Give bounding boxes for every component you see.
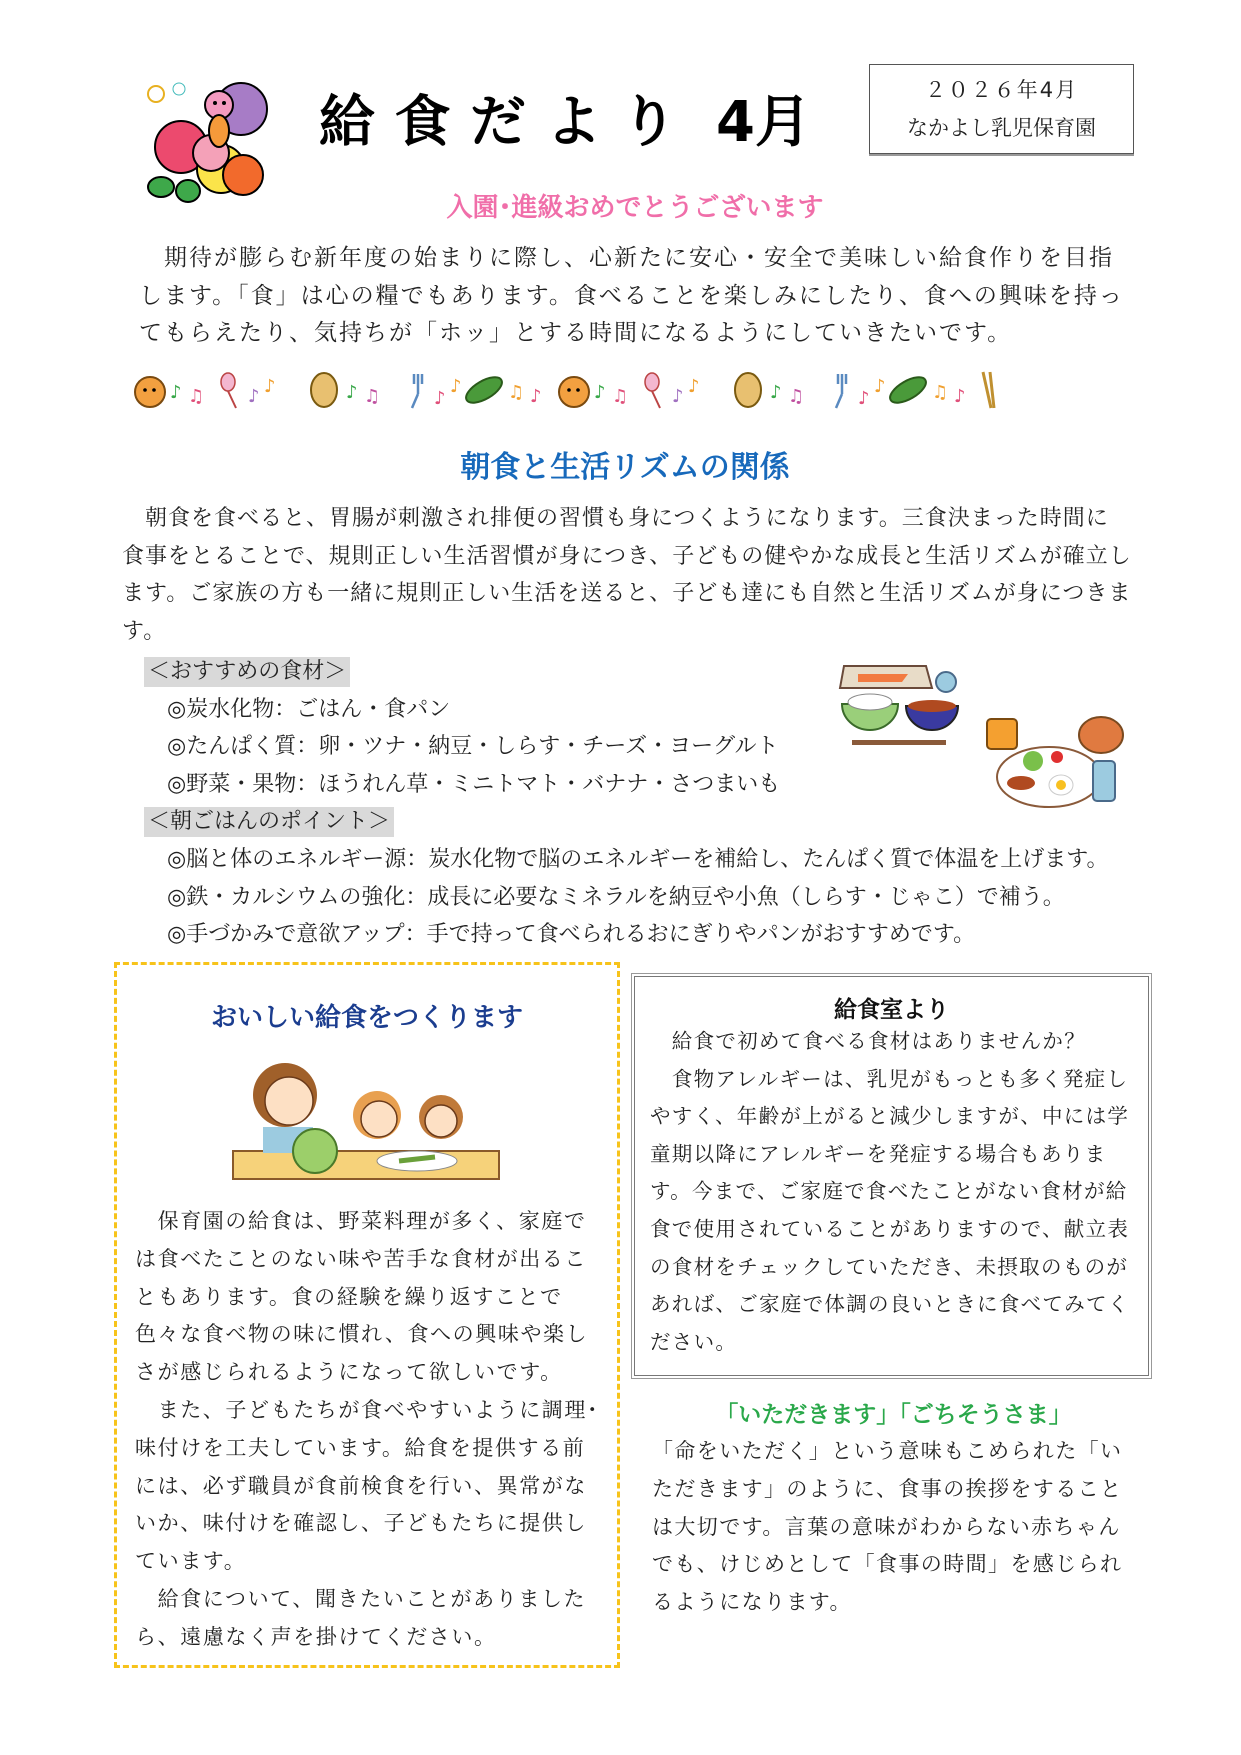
text-line: やすく、年齢が上がると減少しますが、中には学 xyxy=(650,1104,1130,1129)
text-line: します。「食」は心の糧でもあります。食べることを楽しみにしたり、食への興味を持っ xyxy=(139,282,1124,309)
text-line: 給食について、聞きたいことがありました xyxy=(135,1586,587,1611)
text-line: 童期以降にアレルギーを発症する場合もありま xyxy=(650,1141,1107,1166)
delicious-lunch-text xyxy=(135,1203,599,1657)
list-item: ◎手づかみで意欲アップ：手で持って食べられるおにぎりやパンがおすすめです。 xyxy=(167,922,976,948)
greeting-heading: 「いただきます」「ごちそうさま」 xyxy=(715,1402,1072,1428)
text-line: 食事をとることで、規則正しい生活習慣が身につき、子どもの健やかな成長と生活リズムが確立し xyxy=(122,543,1132,569)
text-line: は食べたことのない味や苦手な食材が出るこ xyxy=(135,1246,587,1271)
delicious-lunch-box xyxy=(114,962,620,1668)
nursery-name: なかよし乳児保育園 xyxy=(907,116,1096,140)
delicious-lunch-heading: おいしい給食をつくります xyxy=(210,1003,523,1033)
svg-text:♫: ♫ xyxy=(364,386,381,407)
breakfast-lists xyxy=(144,653,1108,954)
western-breakfast-illustration xyxy=(985,715,1127,813)
list-item: ◎たんぱく質：卵・ツナ・納豆・しらす・チーズ・ヨーグルト xyxy=(167,734,779,760)
children-cooking-illustration xyxy=(227,1055,507,1187)
text-line: は大切です。言葉の意味がわからない赤ちゃん xyxy=(652,1514,1121,1539)
text-line: 色々な食べ物の味に慣れ、食への興味や楽し xyxy=(135,1322,589,1347)
text-line: 食で使用されていることがありますので、献立表 xyxy=(650,1216,1130,1241)
text-line: ともあります。食の経験を繰り返すことで xyxy=(135,1284,563,1309)
text-line: 期待が膨らむ新年度の始まりに際し、心新たに安心・安全で美味しい給食作りを目指 xyxy=(139,245,1114,271)
text-line: あれば、ご家庭で体調の良いときに食べてみてく xyxy=(650,1292,1130,1317)
text-line: ただきます」のように、食事の挨拶をすること xyxy=(652,1476,1123,1501)
svg-text:♪: ♪ xyxy=(530,386,542,407)
svg-text:♫: ♫ xyxy=(508,382,525,403)
breakfast-points-heading: ＜朝ごはんのポイント＞ xyxy=(144,807,394,837)
text-line: の食材をチェックしていただき、未摂取のものが xyxy=(650,1254,1129,1279)
date-box xyxy=(869,64,1134,154)
text-line: 朝食を食べると、胃腸が刺激され排便の習慣も身につくようになります。三食決まった時間に xyxy=(122,506,1109,531)
text-line: ます。ご家族の方も一緒に規則正しい生活を送ると、子ども達にも自然と生活リズムが身につきま xyxy=(122,581,1132,606)
text-line: さが感じられるようになって欲しいです。 xyxy=(135,1360,563,1385)
svg-text:♪: ♪ xyxy=(170,382,182,403)
japanese-breakfast-illustration xyxy=(836,660,962,754)
text-line: でも、けじめとして「食事の時間」を感じられ xyxy=(652,1552,1123,1577)
svg-text:♪: ♪ xyxy=(434,388,446,409)
text-line: ださい。 xyxy=(650,1329,738,1354)
text-line: 味付けを工夫しています。給食を提供する前 xyxy=(135,1435,586,1460)
text-line: には、必ず職員が食前検食を行い、異常がな xyxy=(135,1473,587,1498)
issue-date: ２０２６年4月 xyxy=(924,78,1079,102)
list-item: ◎脳と体のエネルギー源：炭水化物で脳のエネルギーを補給し、たんぱく質で体温を上げます。 xyxy=(167,846,1109,872)
text-line: す。 xyxy=(122,618,167,644)
decorative-food-border xyxy=(128,368,1103,416)
svg-text:♪: ♪ xyxy=(264,376,276,397)
text-line: また、子どもたちが食べやすいように調理･ xyxy=(135,1397,600,1422)
svg-text:♪: ♪ xyxy=(248,386,260,407)
text-line: ています。 xyxy=(135,1549,247,1574)
kitchen-note-box xyxy=(634,976,1149,1376)
breakfast-paragraph xyxy=(122,500,1132,650)
recommended-foods-heading: ＜おすすめの食材＞ xyxy=(144,657,350,687)
svg-text:♪: ♪ xyxy=(450,376,462,397)
list-item: ◎野菜・果物：ほうれん草・ミニトマト・バナナ・さつまいも xyxy=(167,771,781,797)
kitchen-text xyxy=(650,1023,1130,1361)
list-item: ◎炭水化物：ごはん・食パン xyxy=(167,696,451,722)
breakfast-heading: 朝食と生活リズムの関係 xyxy=(460,450,790,485)
svg-text:♪: ♪ xyxy=(346,382,358,403)
text-line: 「命をいただく」という意味もこめられた「い xyxy=(652,1439,1123,1463)
text-line: 保育園の給食は、野菜料理が多く、家庭で xyxy=(135,1209,587,1233)
welcome-paragraph xyxy=(139,240,1124,353)
welcome-heading: 入園･進級おめでとうございます xyxy=(446,193,824,223)
kitchen-heading: 給食室より xyxy=(834,997,949,1023)
text-line: ら、遠慮なく声を掛けてください。 xyxy=(135,1624,497,1649)
text-line: す。今まで、ご家庭で食べたことがない食材が給 xyxy=(650,1179,1128,1204)
text-line: 給食で初めて食べる食材はありませんか？ xyxy=(650,1029,1086,1053)
list-item: ◎鉄・カルシウムの強化：成長に必要なミネラルを納豆や小魚（しらす・じゃこ）で補う。 xyxy=(167,884,1065,910)
svg-text:♫: ♫ xyxy=(188,386,205,407)
text-line: 食物アレルギーは、乳児がもっとも多く発症し xyxy=(650,1066,1129,1091)
newsletter-title: 給 食 だ よ り 4月 xyxy=(319,90,811,155)
text-line: るようになります。 xyxy=(652,1590,852,1615)
greeting-text xyxy=(652,1433,1122,1622)
text-line: てもらえたり、気持ちが「ホッ」とする時間になるようにしていきたいです。 xyxy=(139,320,1013,346)
text-line: いか、味付けを確認し、子どもたちに提供し xyxy=(135,1511,587,1536)
